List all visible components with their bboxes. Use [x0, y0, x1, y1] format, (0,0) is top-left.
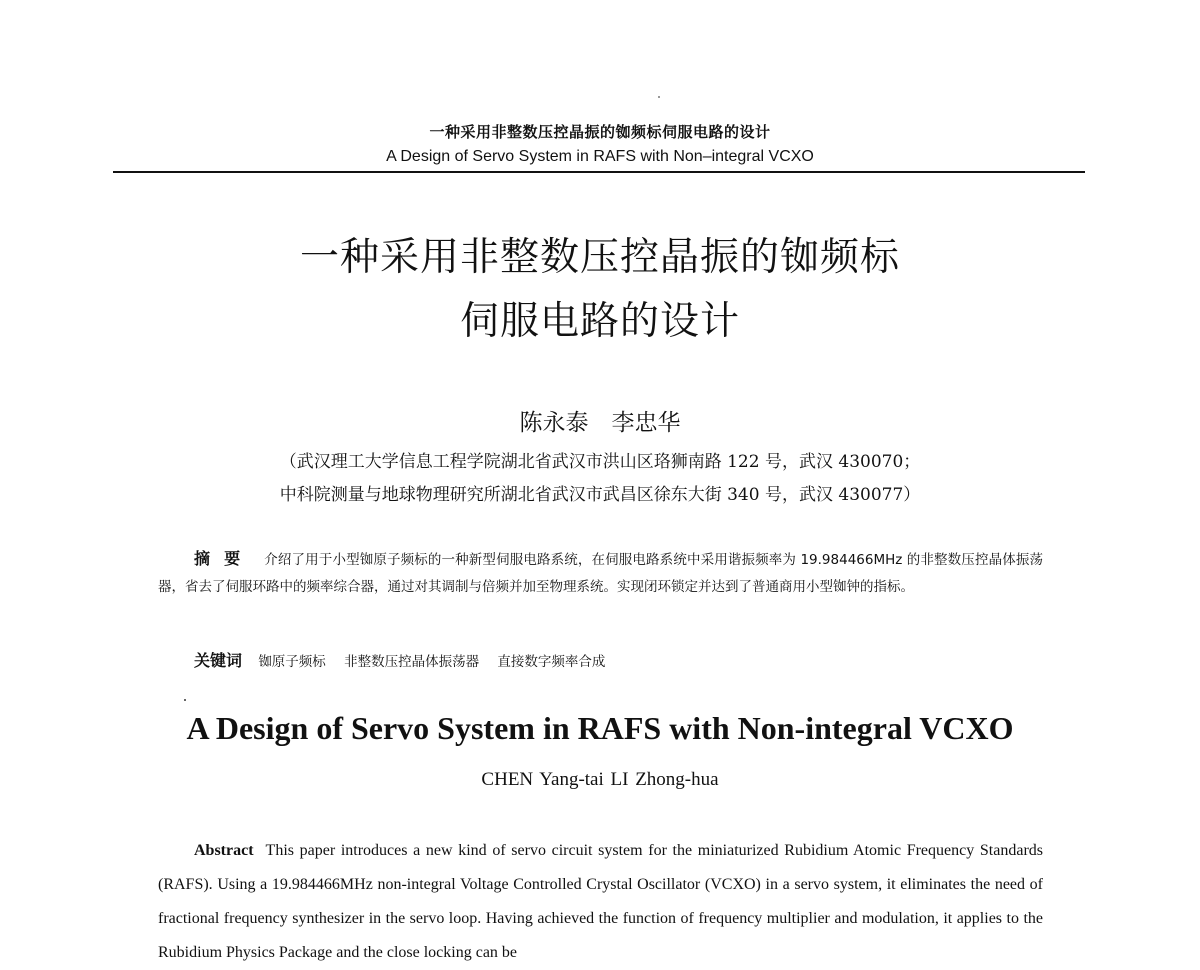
abstract-en	[158, 834, 1043, 970]
abstract-en-text: This paper introduces a new kind of servo circuit system for the miniaturized Rubidium Atomic Frequency Standards (RAFS). Using a 19.984466MHz non-integral Voltage Controlled Crystal Oscillator (VCXO) in a servo system, it eliminates the need of fractional frequency synthesizer in the servo loop. Having achieved the function of frequency multiplier and modulation, it applies to the Rubidium Physics Package and the close locking can be	[158, 842, 1043, 961]
paper-title-cn-line1: 一种采用非整数压控晶振的铷频标	[299, 235, 900, 280]
scan-speck	[658, 96, 660, 98]
keywords-cn-label: 关键词	[194, 651, 243, 670]
paper-title-cn-line2: 伺服电路的设计	[459, 299, 740, 344]
abstract-cn-text: 介绍了用于小型铷原子频标的一种新型伺服电路系统，在伺服电路系统中采用谐振频率为 19.984466MHz 的非整数压控晶体振荡器，省去了伺服环路中的频率综合器，通过对其调制与倍频并加至物理系统。实现闭环锁定并达到了普通商用小型铷钟的指标。	[158, 552, 1043, 595]
running-header-en: A Design of Servo System in RAFS with Non–integral VCXO	[386, 148, 814, 165]
affiliation-line-1: （武汉理工大学信息工程学院湖北省武汉市洪山区珞狮南路 122 号，武汉 430070；	[279, 452, 921, 472]
affiliation-line-2: 中科院测量与地球物理研究所湖北省武汉市武昌区徐东大街 340 号，武汉 430077）	[279, 485, 921, 505]
scan-speck	[184, 699, 186, 701]
abstract-cn	[158, 545, 1043, 601]
paper-title-en: A Design of Servo System in RAFS with Non-integral VCXO	[186, 710, 1014, 746]
paper-title-cn	[0, 226, 1200, 354]
keywords-cn	[194, 648, 1044, 671]
keyword-item: 直接数字频率合成	[497, 654, 606, 670]
authors-cn: 陈永泰 李忠华	[519, 410, 681, 436]
header-rule	[113, 171, 1085, 173]
authors-en: CHEN Yang-tai LI Zhong-hua	[481, 769, 719, 790]
keyword-item: 铷原子频标	[258, 654, 326, 670]
abstract-cn-label: 摘要	[194, 549, 255, 568]
abstract-en-label: Abstract	[194, 842, 254, 859]
running-header-cn: 一种采用非整数压控晶振的铷频标伺服电路的设计	[429, 123, 771, 141]
keyword-item: 非整数压控晶体振荡器	[344, 654, 480, 670]
